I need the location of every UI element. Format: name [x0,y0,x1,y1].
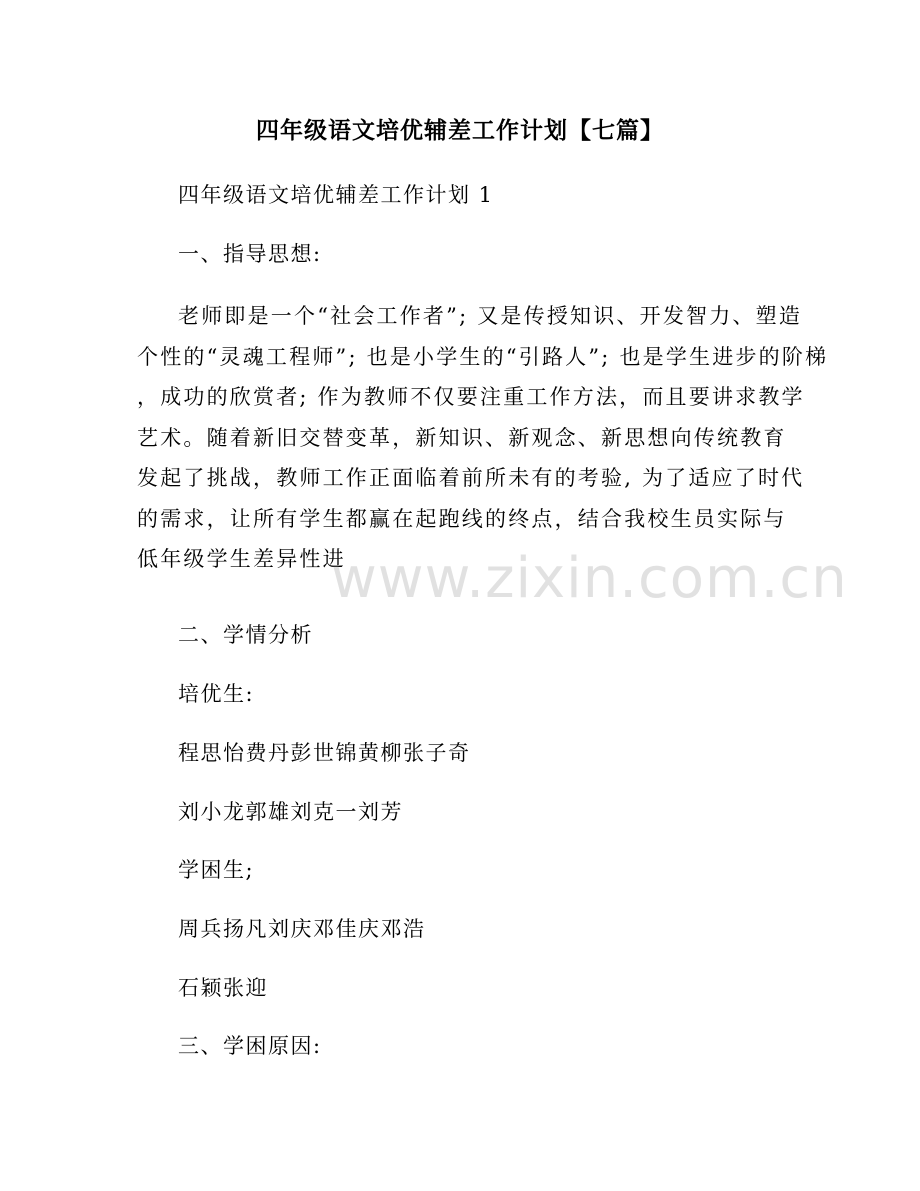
document-subtitle: 四年级语文培优辅差工作计划 1 [178,183,494,207]
struggling-students-list: 石颖张迎 [178,976,268,1000]
section-heading-guiding-thought: 一、指导思想: [178,242,322,266]
site-watermark: www.zixin.com.cn [331,546,848,611]
struggling-students-list: 周兵扬凡刘庆邓佳庆邓浩 [178,917,426,941]
section-heading-student-analysis: 二、学情分析 [178,623,313,647]
paragraph-line: 个性的“灵魂工程师”; 也是小学生的“引路人”; 也是学生进步的阶梯 [137,344,829,369]
struggling-students-label: 学困生; [178,858,255,882]
top-students-list: 刘小龙郭雄刘克一刘芳 [178,800,403,824]
paragraph-line: 发起了挑战，教师工作正面临着前所未有的考验, 为了适应了时代 [137,466,805,490]
paragraph-line: ，成功的欣赏者; 作为教师不仅要注重工作方法，而且要讲求教学 [137,385,805,409]
paragraph-line: 老师即是一个“社会工作者”; 又是传授知识、开发智力、塑造 [178,304,803,328]
paragraph-line: 艺术。随着新旧交替变革，新知识、新观念、新思想向传统教育 [137,425,787,450]
top-students-list: 程思怡费丹彭世锦黄柳张子奇 [178,741,471,765]
section-heading-difficulty-causes: 三、学困原因: [178,1034,322,1058]
paragraph-line: 的需求，让所有学生都赢在起跑线的终点，结合我校生员实际与 [137,506,787,531]
document-title: 四年级语文培优辅差工作计划【七篇】 [256,118,664,144]
top-students-label: 培优生: [178,682,255,706]
paragraph-line: 低年级学生差异性进 [137,547,346,571]
